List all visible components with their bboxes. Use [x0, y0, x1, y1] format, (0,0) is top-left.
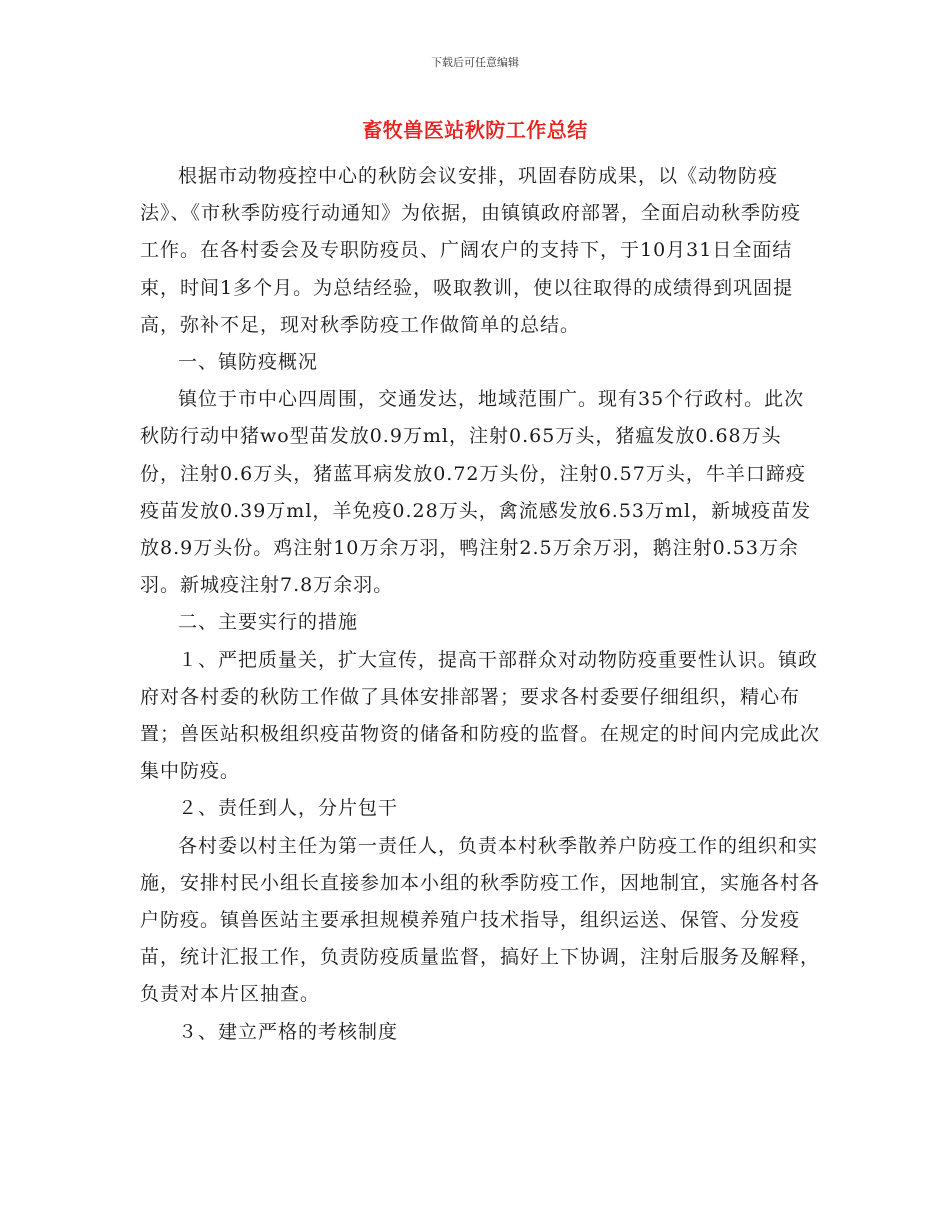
overview-paragraph: 镇位于市中心四周围，交通发达，地域范围广。现有35个行政村。此次秋防行动中猪wo型苗发放0.9万ml，注射0.65万头，猪瘟发放0.68万头份，注射0.6万头，猪蓝耳病发放0.72万头份，注射0.57万头，牛羊口蹄疫疫苗发放0.39万ml，羊免疫0.28万头，禽流感发放6.53万ml，新城疫苗发放8.9万头份。鸡注射10万余万羽，鸭注射2.5万余万羽，鹅注射0.53万余羽。新城疫注射7.8万余羽。: [140, 388, 812, 597]
section-heading-measures: 二、主要实行的措施: [178, 611, 359, 634]
section-heading-overview: 一、镇防疫概况: [178, 351, 319, 374]
page-header-note: 下载后可任意编辑: [431, 56, 519, 69]
measure-2-paragraph: 各村委以村主任为第一责任人，负责本村秋季散养户防疫工作的组织和实施，安排村民小组长直接参加本小组的秋季防疫工作，因地制宜，实施各村各户防疫。镇兽医站主要承担规模养殖户技术指导，组织运送、保管、分发疫苗，统计汇报工作，负责防疫质量监督，搞好上下协调，注射后服务及解释，负责对本片区抽查。: [140, 834, 821, 1006]
measure-1-paragraph: １、严把质量关，扩大宣传，提高干部群众对动物防疫重要性认识。镇政府对各村委的秋防工作做了具体安排部署；要求各村委要仔细组织，精心布置；兽医站积极组织疫苗物资的储备和防疫的监督。在规定的时间内完成此次集中防疫。: [140, 648, 821, 783]
document-body: [140, 158, 820, 1051]
measure-2-heading: ２、责任到人，分片包干: [178, 797, 399, 820]
measure-3-heading: ３、建立严格的考核制度: [178, 1020, 399, 1043]
document-title: 畜牧兽医站秋防工作总结: [362, 118, 588, 142]
intro-paragraph: 根据市动物疫控中心的秋防会议安排，巩固春防成果，以《动物防疫法》、《市秋季防疫行动通知》为依据，由镇镇政府部署，全面启动秋季防疫工作。在各村委会及专职防疫员、广阔农户的支持下，于10月31日全面结束，时间1多个月。为总结经验，吸取教训，使以往取得的成绩得到巩固提高，弥补不足，现对秋季防疫工作做简单的总结。: [140, 165, 802, 336]
